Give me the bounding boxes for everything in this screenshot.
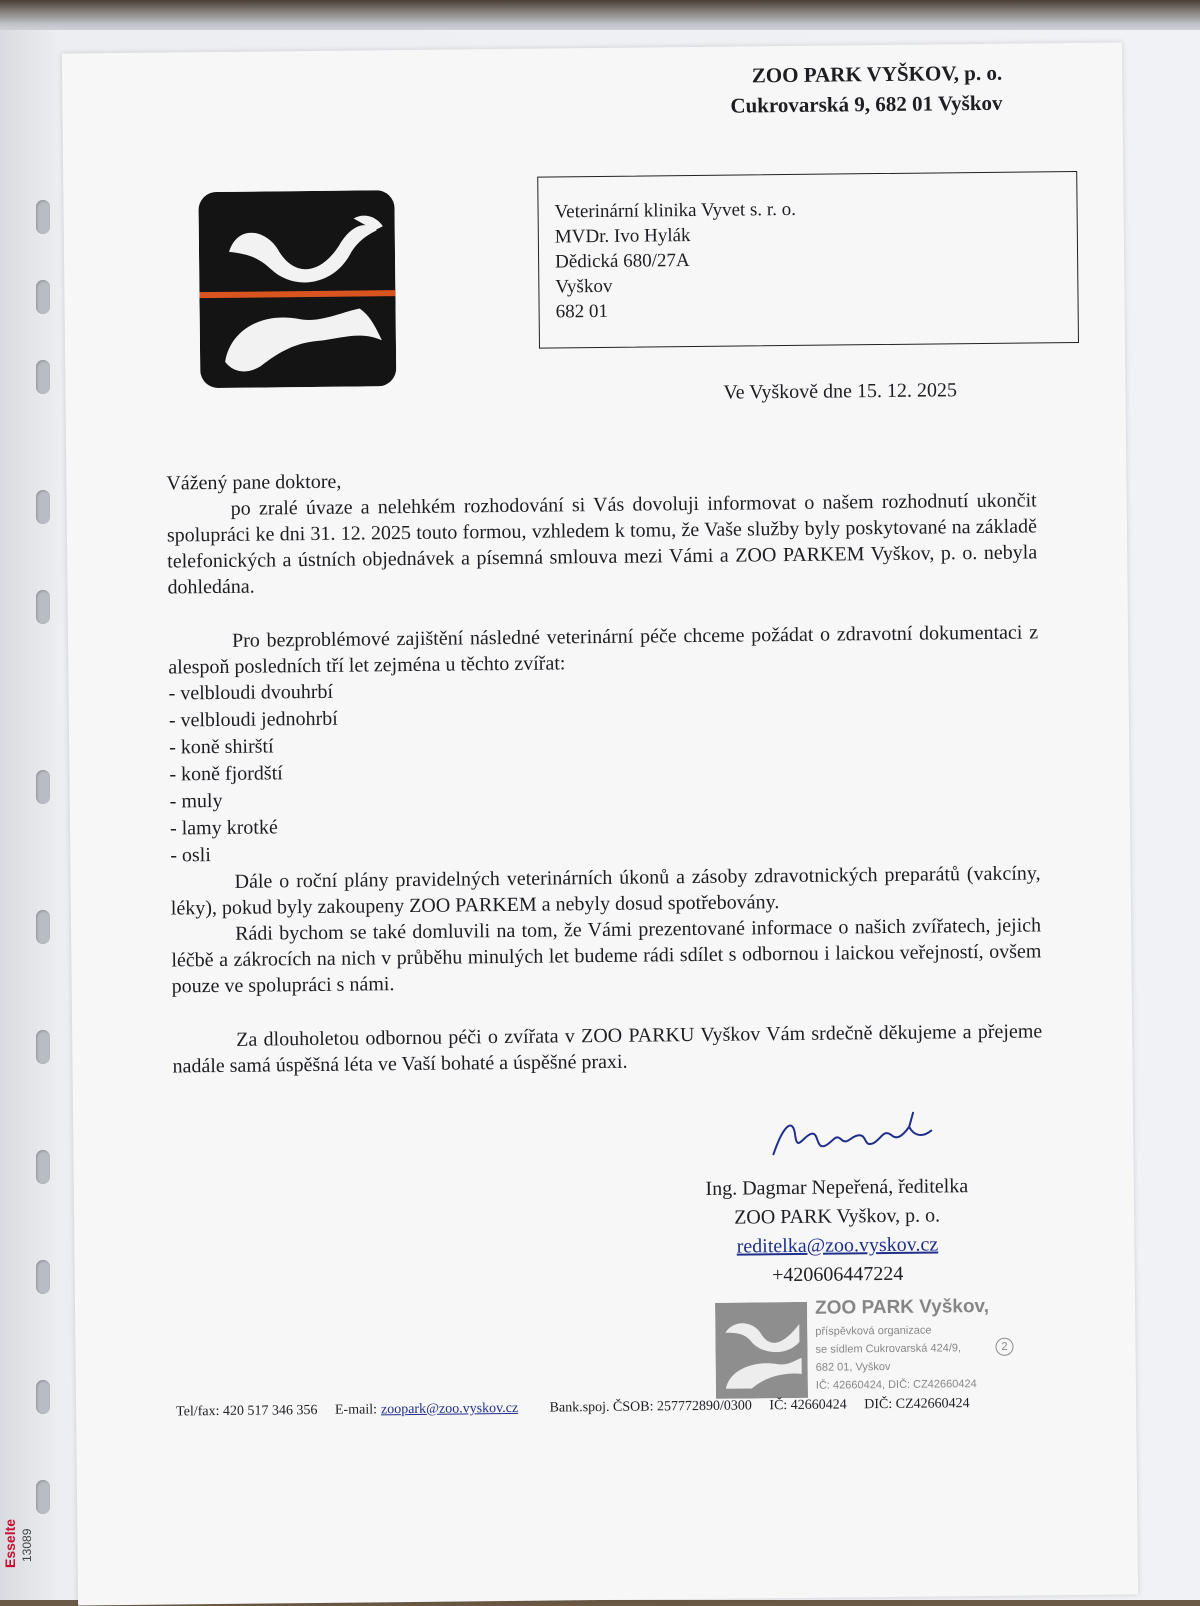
recipient-line: Dědická 680/27A <box>555 250 690 273</box>
stamp-name: ZOO PARK Vyškov, <box>814 1295 990 1319</box>
official-stamp <box>715 1295 1046 1408</box>
recipient-line: Veterinární klinika Vyvet s. r. o. <box>554 198 797 223</box>
footer-email-label: E-mail: <box>334 1402 378 1418</box>
letter-footer <box>176 1395 1076 1420</box>
footer-ic: IČ: 42660424 <box>769 1397 847 1414</box>
sender-name: ZOO PARK VYŠKOV, p. o. <box>751 60 1003 88</box>
binder-code: 13089 <box>20 1528 34 1562</box>
punch-hole <box>36 1030 50 1064</box>
animal-list-item: - osli <box>170 844 211 867</box>
stamp-line: se sídlem Cukrovarská 424/9, <box>815 1342 962 1356</box>
salutation: Vážený pane doktore, <box>166 470 342 495</box>
punch-hole <box>36 1260 50 1294</box>
punch-hole <box>36 280 50 314</box>
punch-hole <box>36 1150 50 1184</box>
punch-hole <box>36 200 50 234</box>
footer-email-link[interactable]: zoopark@zoo.vyskov.cz <box>380 1400 519 1418</box>
footer-phone: Tel/fax: 420 517 346 356 <box>176 1402 318 1420</box>
paragraph: Za dlouholetou odbornou péči o zvířata v ZOO PARKU Vyškov Vám srdečně děkujeme a přejeme nadále samá úspěšná léta ve Vaší bohaté a úspěšné praxi. <box>172 1020 1043 1078</box>
punch-hole <box>36 910 50 944</box>
punch-hole <box>36 770 50 804</box>
stamp-line: 682 01, Vyškov <box>815 1360 891 1374</box>
punch-hole <box>36 590 50 624</box>
letter-date: Ve Vyškově dne 15. 12. 2025 <box>723 379 958 404</box>
stamp-number: 2 <box>995 1338 1013 1356</box>
animal-list-item: - koně shirští <box>169 735 274 759</box>
signatory-block <box>672 1172 1003 1291</box>
sender-header <box>730 58 1003 121</box>
stamp-line: příspěvková organizace <box>815 1324 932 1338</box>
paragraph: Pro bezproblémové zajištění následné veterinární péče chceme požádat o zdravotní dokumentaci z alespoň posledních tří let zejména u těchto zvířat: <box>168 621 1039 679</box>
animal-list-item: - velbloudi jednohrbí <box>168 707 338 732</box>
paragraph: Dále o roční plány pravidelných veterinárních úkonů a zásoby zdravotnických preparátů (vakcíny, léky), pokud byly zakoupeny ZOO PARKEM a nebyly dosud spotřebovány. <box>170 862 1041 920</box>
paragraph: Rádi bychom se také domluvili na tom, že Vámi prezentované informace o našich zvířatech, jejich léčbě a zákrocích na nich v průběhu minulých let budeme rádi sdílet s odbornou i laickou veřejností, ovšem pouze ve spolupráci s námi. <box>171 914 1042 998</box>
punch-hole <box>36 360 50 394</box>
stamp-line: IČ: 42660424, DIČ: CZ42660424 <box>815 1378 977 1392</box>
animal-list-item: - koně fjordští <box>169 762 283 786</box>
signatory-email-link[interactable]: reditelka@zoo.vyskov.cz <box>736 1233 939 1258</box>
punch-hole <box>36 490 50 524</box>
punch-hole <box>36 1380 50 1414</box>
animal-list-item: - velbloudi dvouhrbí <box>168 680 334 705</box>
signature-stroke <box>773 1113 931 1155</box>
paragraph: po zralé úvaze a nelehkém rozhodování si Vás dovoluji informovat o našem rozhodnutí ukončit spolupráci ke dni 31. 12. 2025 touto formou, vzhledem k tomu, že Vaše služby byly poskytované na základě telefonických a ústních objednávek a písemná smlouva mezi Vámi a ZOO PARKEM Vyškov, p. o. nebyla dohledána. <box>166 489 1038 599</box>
handwritten-signature <box>763 1104 944 1166</box>
sender-address: Cukrovarská 9, 682 01 Vyškov <box>730 90 1003 118</box>
footer-email-group <box>335 1401 532 1418</box>
stamp-logo <box>715 1302 808 1399</box>
letter-body <box>166 461 1042 1079</box>
footer-dic: DIČ: CZ42660424 <box>864 1396 970 1413</box>
recipient-line: Vyškov <box>555 275 613 298</box>
recipient-address-box <box>537 171 1079 349</box>
letter-page <box>62 42 1138 1605</box>
binder-brand: Esselte <box>2 1518 18 1568</box>
footer-bank: Bank.spoj. ČSOB: 257772890/0300 <box>549 1398 752 1416</box>
recipient-line: MVDr. Ivo Hylák <box>554 225 691 248</box>
animal-list-item: - lamy krotké <box>169 816 278 840</box>
signatory-org: ZOO PARK Vyškov, p. o. <box>734 1204 941 1229</box>
zoo-logo <box>198 190 396 388</box>
animal-list-item: - muly <box>169 789 223 813</box>
signatory-phone: +420606447224 <box>771 1262 904 1287</box>
recipient-line: 682 01 <box>555 300 608 323</box>
signatory-name: Ing. Dagmar Nepeřená, ředitelka <box>705 1175 969 1200</box>
punch-hole <box>36 1480 50 1514</box>
